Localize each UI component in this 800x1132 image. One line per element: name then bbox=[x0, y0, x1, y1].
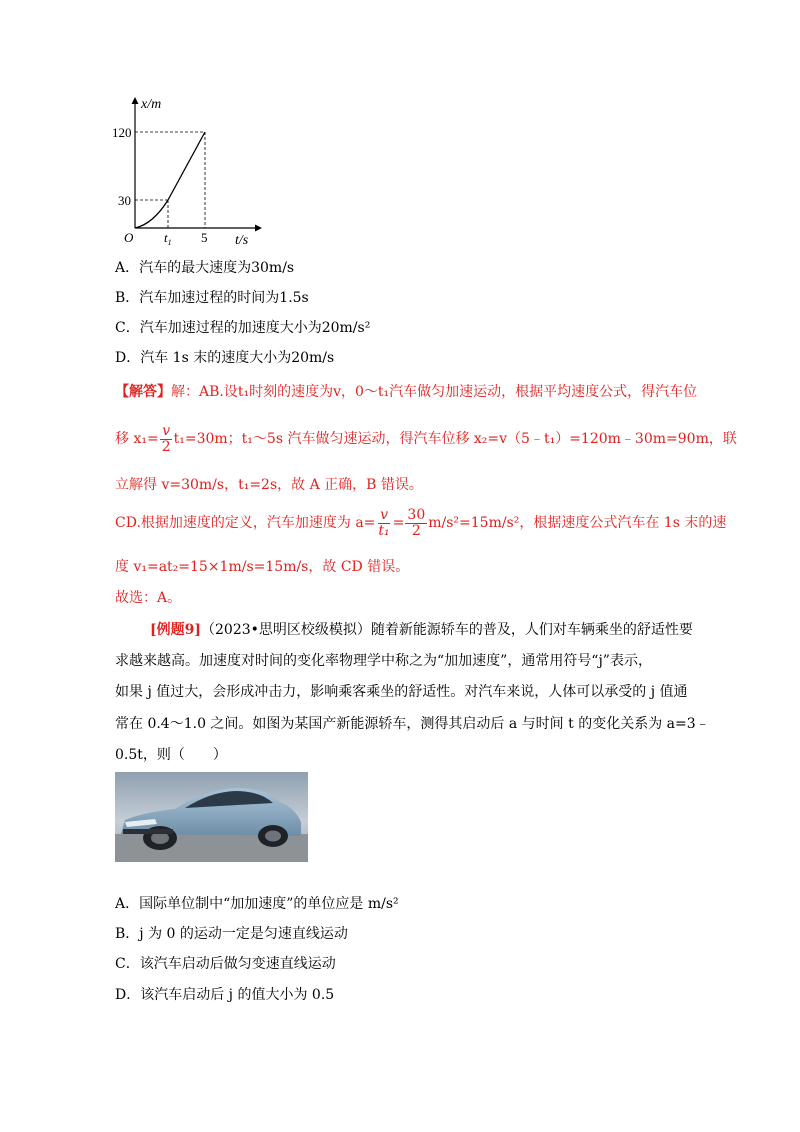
q9-line-5: 0.5t，则（ ） bbox=[115, 747, 227, 763]
solution-line-3: 立解得 v=30m/s，t₁=2s，故 A 正确，B 错误。 bbox=[115, 477, 423, 493]
x-tick-5: 5 bbox=[201, 230, 208, 245]
q9-option-d: D．该汽车启动后 j 的值大小为 0.5 bbox=[115, 987, 335, 1003]
solution-line-2 bbox=[115, 424, 737, 454]
q8-option-c: C．汽车加速过程的加速度大小为20m/s² bbox=[115, 320, 371, 336]
frac3-den: 2 bbox=[411, 522, 421, 539]
solution-line-5: 度 v₁=at₂=15×1m/s=15m/s，故 CD 错误。 bbox=[115, 559, 410, 575]
solution-text-4c: m/s²=15m/s²，根据速度公式汽车在 1s 末的速 bbox=[428, 515, 727, 532]
car-photo bbox=[115, 772, 308, 862]
q9-text-1: （2023•思明区校级模拟）随着新能源轿车的普及，人们对车辆乘坐的舒适性要 bbox=[201, 622, 693, 638]
linear-segment bbox=[168, 132, 205, 200]
solution-choice: 故选：A。 bbox=[115, 590, 182, 606]
fraction-v-over-2 bbox=[160, 424, 173, 454]
solution-text-1: 解：AB.设t₁时刻的速度为v，0～t₁汽车做匀加速运动，根据平均速度公式，得汽车位 bbox=[171, 384, 698, 400]
q9-line-1 bbox=[150, 619, 693, 639]
solution-text-4a: CD.根据加速度的定义，汽车加速度为 a= bbox=[115, 515, 376, 532]
xt-graph bbox=[110, 90, 270, 250]
q9-option-b: B．j 为 0 的运动一定是匀速直线运动 bbox=[115, 926, 348, 942]
x-tick-t1: $t_1$ bbox=[164, 230, 172, 247]
fraction-30-over-2 bbox=[405, 508, 427, 538]
q9-tag: [例题9] bbox=[150, 622, 201, 638]
solution-text-4b: = bbox=[392, 515, 405, 532]
solution-text-2b: t₁=30m；t₁～5s 汽车做匀速运动，得汽车位移 x₂=v（5﹣t₁）=120m﹣30m=90m，联 bbox=[173, 431, 737, 448]
x-axis-arrow bbox=[255, 225, 262, 232]
x-axis-label: t/s bbox=[235, 233, 249, 248]
q8-option-a: A．汽车的最大速度为30m/s bbox=[115, 260, 295, 276]
solution-line-1 bbox=[115, 381, 697, 401]
fraction-v-over-t1 bbox=[376, 508, 391, 538]
q9-line-4: 常在 0.4～1.0 之间。如图为某国产新能源轿车，测得其启动后 a 与时间 t 的变化关系为 a=3﹣ bbox=[115, 716, 710, 732]
q9-line-2: 求越来越高。加速度对时间的变化率物理学中称之为“加加速度”，通常用符号“j”表示， bbox=[115, 653, 652, 669]
y-axis-arrow bbox=[132, 97, 139, 104]
frac1-den: 2 bbox=[161, 438, 171, 455]
q8-option-d: D．汽车 1s 末的速度大小为20m/s bbox=[115, 350, 335, 366]
q9-option-c: C．该汽车启动后做匀变速直线运动 bbox=[115, 956, 336, 972]
frac3-num: 30 bbox=[407, 507, 426, 523]
solution-line-4 bbox=[115, 508, 726, 538]
y-tick-30: 30 bbox=[118, 193, 131, 208]
origin-label: O bbox=[124, 230, 134, 245]
frac2-den: t₁ bbox=[378, 522, 390, 539]
y-tick-120: 120 bbox=[112, 125, 132, 140]
q9-option-a: A．国际单位制中“加加速度”的单位应是 m/s² bbox=[115, 896, 399, 912]
parabola-segment bbox=[135, 200, 168, 228]
solution-text-2a: 移 x₁= bbox=[115, 431, 159, 448]
y-axis-label: x/m bbox=[141, 97, 162, 112]
answer-tag: 【解答】 bbox=[115, 384, 171, 400]
frac1-num: v bbox=[162, 423, 171, 439]
q9-line-3: 如果 j 值过大，会形成冲击力，影响乘客乘坐的舒适性。对汽车来说，人体可以承受的 j 值通 bbox=[115, 684, 688, 700]
q8-option-b: B．汽车加速过程的时间为1.5s bbox=[115, 290, 309, 306]
frac2-num: v bbox=[380, 507, 388, 523]
